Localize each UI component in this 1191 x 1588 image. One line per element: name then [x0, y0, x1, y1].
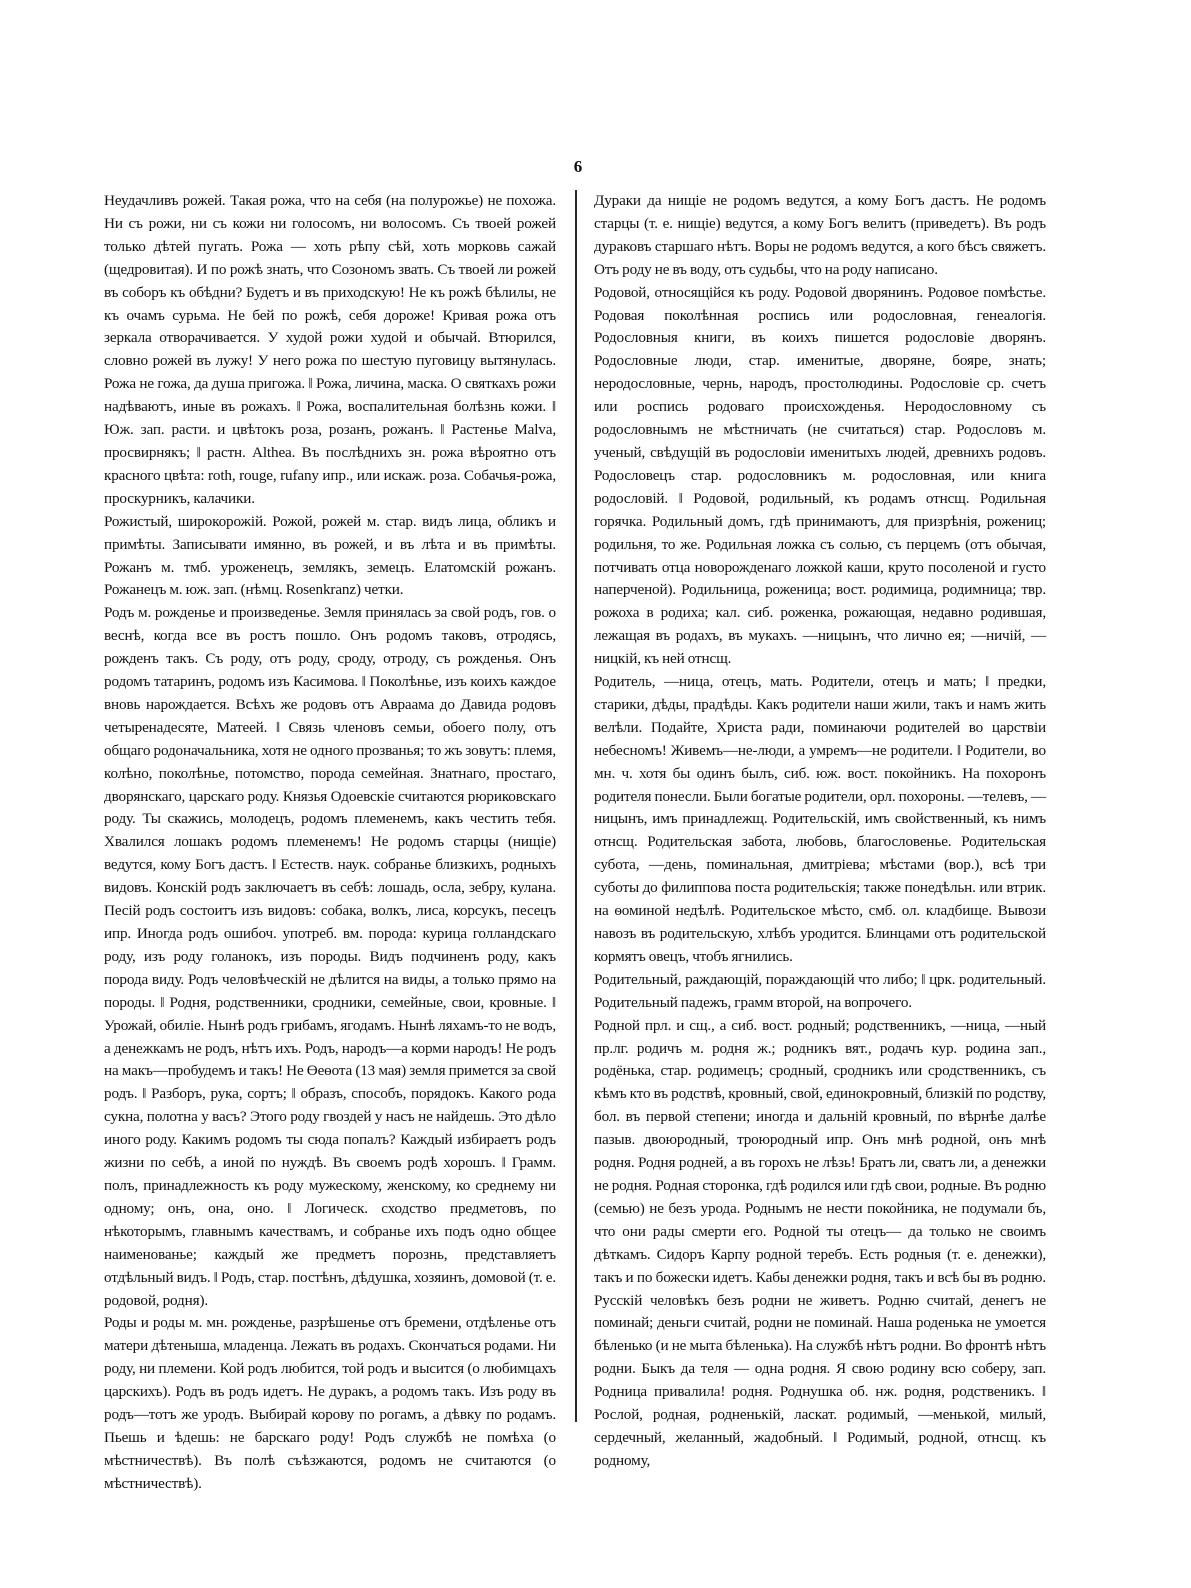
right-column: [594, 190, 1046, 1469]
entry-paragraph: Родъ м. рожденье и произведенье. Земля принялась за свой родъ, гов. о веснѣ, когда все въ ростъ пошло. Онъ родомъ таковъ, отродясь, рожденъ такъ. Съ роду, отъ роду, сроду, отроду, съ рожденья. Онъ родомъ татаринъ, родомъ изъ Касимова. ‖ Поколѣнье, изъ коихъ каждое вновь нарождается. Всѣхъ же родовъ отъ Авраама до Давида родовъ четыренадесяте, Матеей. ‖ Связь членовъ семьи, обоего полу, отъ общаго родоначальника, хотя не одного прозванья; то жъ зовутъ: племя, колѣно, поколѣнье, потомство, порода семейная. Знатнаго, простаго, дворянскаго, царскаго роду. Князья Одоевскіе считаются рюриковскаго роду. Ты скажись, молодецъ, родомъ племенемъ, какъ честить тебя. Хвалился лошакъ родомъ племенемъ! Не родомъ старцы (нищіе) ведутся, кому Богъ дастъ. ‖ Естеств. наук. собранье близкихъ, родныхъ видовъ. Конскій родъ заключаетъ въ себѣ: лошадь, осла, зебру, кулана. Песій родъ состоитъ изъ видовъ: собака, волкъ, лиса, корсукъ, песецъ ипр. Иногда родъ ошибоч. употреб. вм. порода: курица голландскаго роду, изъ роду голанокъ, изъ породы. Видъ подчиненъ роду, какъ порода виду. Родъ человѣческій не дѣлится на виды, а только прямо на породы. ‖ Родня, родственники, сродники, семейные, свои, кровные. ‖ Урожай, обиліе. Нынѣ родъ грибамъ, ягодамъ. Нынѣ ляхамъ-то не водъ, а денежкамъ не родъ, нѣтъ ихъ. Родъ, народъ—а корми народъ! Не родъ на макъ—пробудемъ и такъ! Не Өеөота (13 мая) земля примется за свой родъ. ‖ Разборъ, рука, сортъ; ‖ образъ, способъ, порядокъ. Какого рода сукна, полотна у васъ? Этого роду гвоздей у насъ не найдешь. Это дѣло иного роду. Какимъ родомъ ты сюда попалъ? Каждый избираетъ родъ жизни по себѣ, а иной по нуждѣ. Въ своемъ родѣ хорошъ. ‖ Грамм. полъ, принадлежность къ роду мужескому, женскому, ко среднему ни одному; онъ, она, оно. ‖ Логическ. сходство предметовъ, по нѣкоторымъ, главнымъ качествамъ, и собранье ихъ подъ одно общее наименованье; каждый же предметъ порознь, представляетъ отдѣльный видъ. ‖ Родъ, стар. постѣнъ, дѣдушка, хозяинъ, домовой (т. е. родовой, родня).: [104, 604, 556, 1309]
entry-paragraph: Родительный, раждающій, пораждающій что либо; ‖ црк. родительный. Родительный падежъ, грамм второй, на вопрочего.: [594, 970, 1046, 1011]
entry-paragraph: Родитель, —ница, отецъ, мать. Родители, отецъ и мать; ‖ предки, старики, дѣды, прадѣды. Какъ родители наши жили, такъ и намъ жить велѣли. Подайте, Христа ради, поминаючи родителей во царствіи небесномъ! Живемъ—не-люди, а умремъ—не родители. ‖ Родители, во мн. ч. хотя бы одинъ былъ, сиб. юж. вост. покойникъ. На похоронъ родителя понесли. Были богатые родители, орл. похороны. —телевъ, —ницынъ, имъ принадлежщ. Родительскій, имъ свойственный, къ нимъ отнсщ. Родительская забота, любовь, благословенье. Родительская субота, —день, поминальная, дмитріева; мѣстами (вор.), всѣ три суботы до филиппова поста родительскія; также понедѣльн. или втрик. на ѳоминой недѣлѣ. Родительское мѣсто, смб. ол. кладбище. Вывози навозъ въ родительскую, хлѣбъ уродится. Блинцами отъ родительской кормятъ овецъ, чтобъ ягнились.: [594, 673, 1046, 965]
left-column: [104, 190, 556, 1492]
entry-paragraph: Родной прл. и сщ., а сиб. вост. родный; родственникъ, —ница, —ный пр.лг. родичъ м. родня ж.; родникъ вят., родачъ кур. родина зап., родёнька, стар. родимецъ; сродный, сродникъ или сродственникъ, съ кѣмъ кто въ родствѣ, кровный, свой, единокровный, близкій по родству, бол. въ первой степени; иногда и дальній кровный, по вѣрнѣе далѣе пазыв. двоюродный, троюродный ипр. Онъ мнѣ родной, онъ мнѣ родня. Родня родней, а въ горохъ не лѣзь! Братъ ли, сватъ ли, а денежки не родня. Родная сторонка, гдѣ родился или гдѣ свои, родные. Въ родню (семью) не безъ урода. Роднымъ не нести покойника, не подумали бъ, что они рады смерти его. Родной ты отецъ— да только не своимъ дѣткамъ. Сидоръ Карпу родной теребъ. Есть родныя (т. е. денежки), такъ и по божески идетъ. Кабы денежки родня, такъ и всѣ бы въ родню. Русскій человѣкъ безъ родни не живетъ. Родню считай, денегъ не поминай; деньги считай, родни не поминай. Наша роденька не умоется бѣленько (и не мыта бѣленька). На службѣ нѣтъ родни. Во фронтѣ нѣтъ родни. Быкъ да теля — одна родня. Я свою родину всю соберу, зап. Родница привалила! родня. Роднушка об. нж. родня, родственикъ. ‖ Рослой, родная, родненькій, ласкат. родимый, —менькой, милый, сердечный, желанный, жадобный. ‖ Родимый, родной, отнсщ. къ родному,: [594, 1016, 1046, 1469]
entry-paragraph: Рожистый, широкорожій. Рожой, рожей м. стар. видъ лица, обликъ и примѣты. Записывати имянно, въ рожей, и въ лѣта и въ примѣты. Рожанъ м. тмб. уроженецъ, землякъ, земецъ. Елатомскій рожанъ. Рожанецъ м. юж. зап. (нѣмц. Rosenkranz) четки.: [104, 512, 556, 599]
entry-paragraph: Роды и роды м. мн. рожденье, разрѣшенье отъ бремени, отдѣленье отъ матери дѣтеныша, младенца. Лежать въ родахъ. Скончаться родами. Ни роду, ни племени. Кой родъ любится, той родъ и высится (о любимцахъ царскихъ). Родъ въ родъ идетъ. Не дуракъ, а родомъ такъ. Изъ роду въ родъ—тотъ же уродъ. Выбирай корову по рогамъ, а дѣвку по родамъ. Пьешь и ѣдешь: не барскаго роду! Родъ службѣ не помѣха (о мѣстничествѣ). Въ полѣ съѣзжаются, родомъ не считаются (о мѣстничествѣ).: [104, 1314, 556, 1492]
entry-paragraph: Родовой, относящійся къ роду. Родовой дворянинъ. Родовое помѣстье. Родовая поколѣнная роспись или родословная, генеалогія. Родословныя книги, въ коихъ пишется родословіе дворянъ. Родословные люди, стар. именитые, дворяне, бояре, знать; неродословные, чернь, народъ, простолюдины. Родословіе ср. счетъ или роспись родоваго происхожденья. Неродословному съ родословнымъ не мѣстничать (не считаться) стар. Родословъ м. ученый, свѣдущій въ родословіи именитыхъ людей, древнихъ родовъ. Родословецъ стар. родословникъ м. родословная, или книга родословій. ‖ Родовой, родильный, къ родамъ отнсщ. Родильная горячка. Родильный домъ, гдѣ принимаютъ, для призрѣнія, рожениц; родильня, то же. Родильная ложка съ солью, съ перцемъ (отъ обычая, потчивать отца новорожденаго ложкой каши, круто посоленой и густо наперченой). Родильница, роженица; вост. родимица, родимница; твр. рожоха в родиха; кал. сиб. роженка, рожающая, недавно родившая, лежащая въ родахъ, въ мукахъ. —ницынъ, что лично ея; —ничій, —ницкій, къ ней отнсщ.: [594, 283, 1046, 668]
column-divider: [575, 190, 577, 1422]
entry-paragraph: Дураки да нищіе не родомъ ведутся, а кому Богъ дастъ. Не родомъ старцы (т. е. нищіе) ведутся, а кому Богъ велитъ (приведетъ). Въ родъ дураковъ старшаго нѣтъ. Воры не родомъ ведутся, а кого бѣсъ свяжетъ. Отъ роду не въ воду, отъ судьбы, что на роду написано.: [594, 192, 1046, 278]
entry-paragraph: Неудачливъ рожей. Такая рожа, что на себя (на полурожье) не похожа. Ни съ рожи, ни съ кожи ни голосомъ, ни волосомъ. Съ твоей рожей только дѣтей пугать. Рожа — хоть рѣпу сѣй, хоть морковь сажай (щедровитая). И по рожѣ знать, что Созономъ звать. Съ твоей ли рожей въ соборъ къ обѣдни? Будетъ и въ приходскую! Не къ рожѣ бѣлилы, не къ очамъ сурьма. Не бей по рожѣ, себя дороже! Кривая рожа отъ зеркала отворачивается. У худой рожи худой и обычай. Втюрился, словно рожей въ лужу! У него рожа по шестую пуговицу вытянулась. Рожа не гожа, да душа пригожа. ‖ Рожа, личина, маска. О святкахъ рожи надѣваютъ, иные въ рожахъ. ‖ Рожа, воспалительная болѣзнь кожи. ‖ Юж. зап. расти. и цвѣтокъ роза, розанъ, рожанъ. ‖ Растенье Malva, просвирнякъ; ‖ растн. Althea. Въ послѣднихъ зн. рожа вѣроятно отъ красного цвѣта: roth, rouge, rufany ипр., или искаж. роза. Собачья-рожа, проскурникъ, калачики.: [104, 192, 556, 507]
page-number: 6: [573, 157, 583, 176]
